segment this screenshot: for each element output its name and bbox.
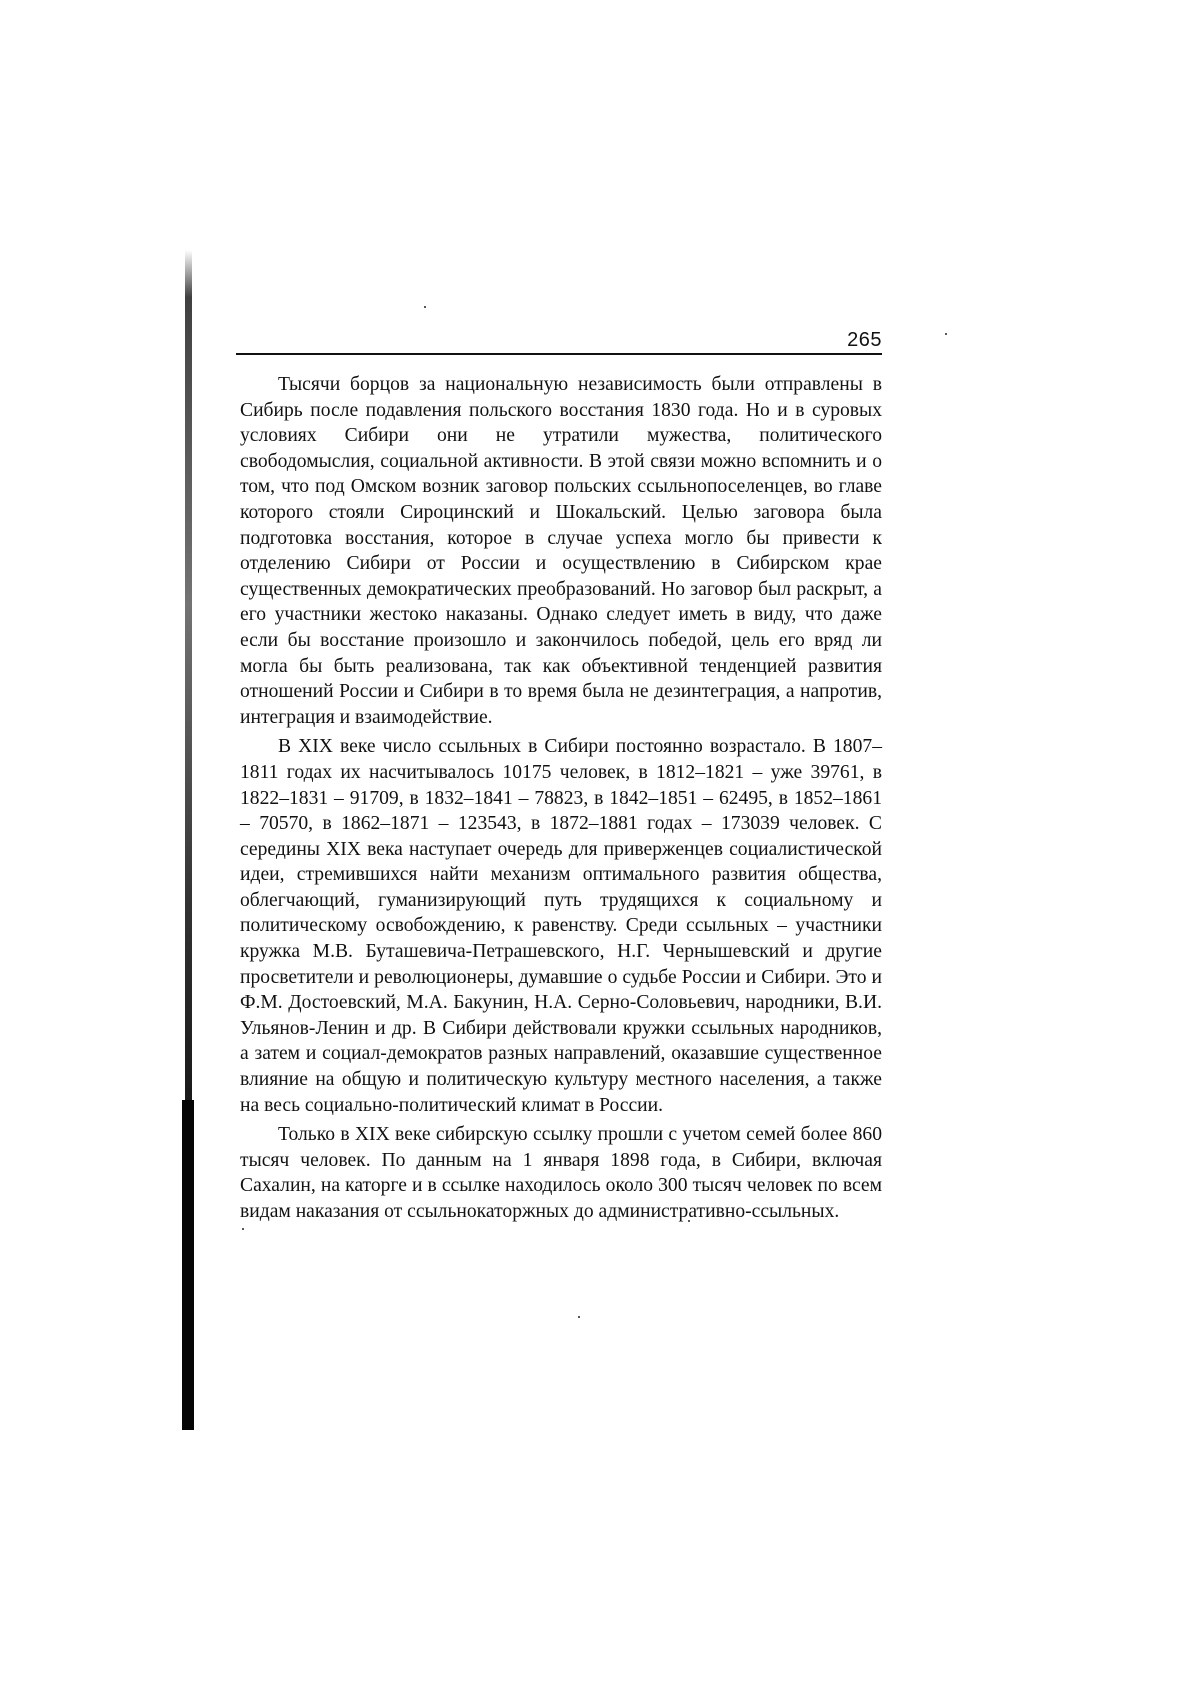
scan-speck — [424, 306, 426, 308]
paragraph-2: В XIX веке число ссыльных в Сибири постоянно возрастало. В 1807–1811 годах их насчитывалось 10175 человек, в 1812–1821 – уже 39761, в 1822–1831 – 91709, в 1832–1841 – 78823, в 1842–1851 – 62495, в 1852–1861 – 70570, в 1862–1871 – 123543, в 1872–1881 годах – 173039 человек. С середины XIX века наступает очередь для приверженцев социалистической идеи, стремившихся найти механизм оптимального развития общества, облегчающий, гуманизирующий путь трудящихся к социальному и политическому освобождению, к равенству. Среди ссыльных – участники кружка М.В. Буташевича-Петрашевского, Н.Г. Чернышевский и другие просветители и революционеры, думавшие о судьбе России и Сибири. Это и Ф.М. Достоевский, М.А. Бакунин, Н.А. Серно-Соловьевич, народники, В.И. Ульянов-Ленин и др. В Сибири действовали кружки ссыльных народников, а затем и социал-демократов разных направлений, оказавшие существенное влияние на общую и политическую культуру местного населения, а также на весь социально-политический климат в России. — [240, 736, 882, 1116]
body-text — [240, 372, 882, 1229]
binding-shadow-dark — [182, 1100, 194, 1430]
page-header — [236, 322, 882, 352]
scan-speck — [578, 1316, 580, 1318]
scan-speck — [945, 333, 947, 335]
paragraph-3: Только в XIX веке сибирскую ссылку прошли с учетом семей более 860 тысяч человек. По данным на 1 января 1898 года, в Сибири, включая Сахалин, на каторге и в ссылке находилось около 300 тысяч человек по всем видам наказания от ссыльнокаторжных до административно-ссыльных. — [240, 1124, 882, 1222]
header-rule — [236, 353, 882, 355]
page-number: 265 — [847, 329, 882, 351]
paragraph-1: Тысячи борцов за национальную независимость были отправлены в Сибирь после подавления польского восстания 1830 года. Но и в суровых условиях Сибири они не утратили мужества, политического свободомыслия, социальной активности. В этой связи можно вспомнить и о том, что под Омском возник заговор польских ссыльнопоселенцев, во главе которого стояли Сироцинский и Шокальский. Целью заговора была подготовка восстания, которое в случае успеха могло бы привести к отделению Сибири от России и осуществлению в Сибирском крае существенных демократических преобразований. Но заговор был раскрыт, а его участники жестоко наказаны. Однако следует иметь в виду, что даже если бы восстание произошло и закончилось победой, цель его вряд ли могла бы быть реализована, так как объективной тенденцией развития отношений России и Сибири в то время была не дезинтеграция, а напротив, интеграция и взаимодействие. — [240, 374, 882, 728]
